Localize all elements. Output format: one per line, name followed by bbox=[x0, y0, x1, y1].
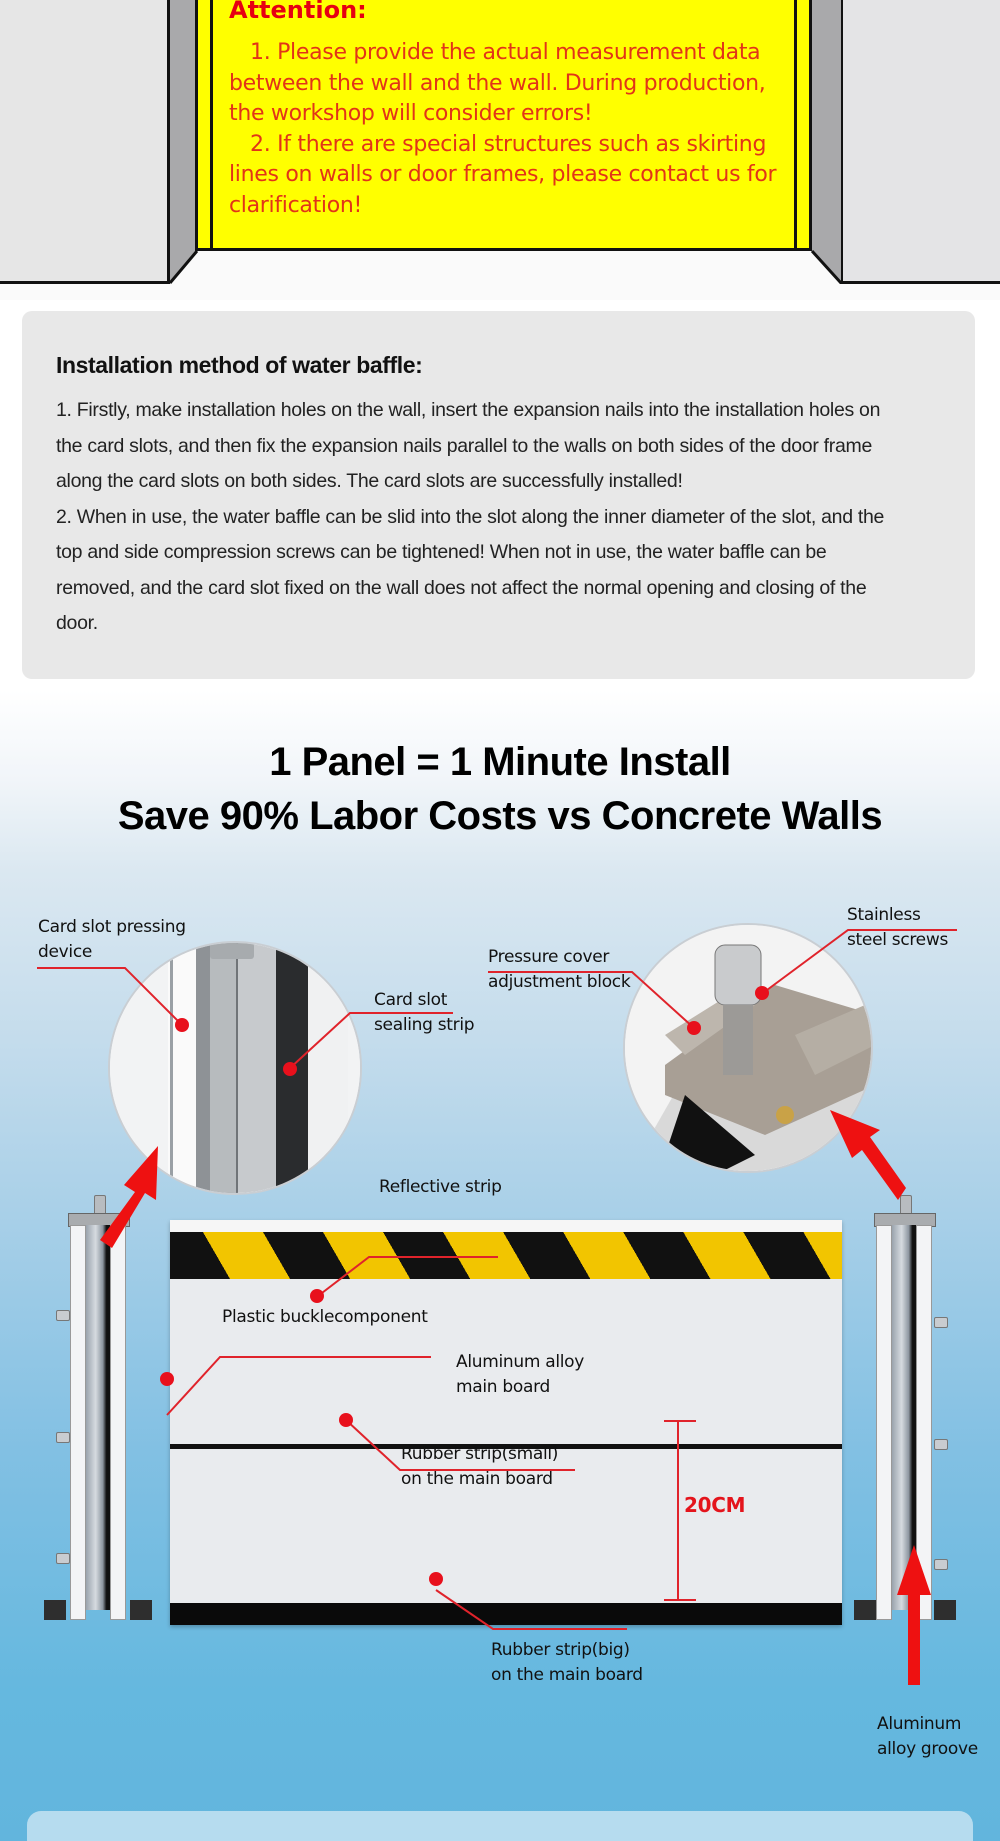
callout-dot bbox=[755, 986, 769, 1000]
reflective-strip bbox=[170, 1232, 842, 1279]
headline-install-time: 1 Panel = 1 Minute Install bbox=[269, 740, 731, 784]
attention-line: 1. Please provide the actual measurement data bbox=[250, 40, 761, 65]
mounting-foot bbox=[44, 1600, 66, 1620]
next-section-card bbox=[27, 1811, 973, 1841]
installation-line: door. bbox=[56, 612, 98, 634]
attention-illustration bbox=[0, 0, 1000, 300]
card-slot-detail-photo bbox=[108, 941, 362, 1195]
left-aluminum-groove bbox=[70, 1195, 128, 1625]
right-wall-side bbox=[810, 0, 844, 290]
installation-title: Installation method of water baffle: bbox=[56, 352, 423, 378]
callout-dot bbox=[310, 1289, 324, 1303]
label-aluminum-groove: Aluminum alloy groove bbox=[877, 1714, 978, 1759]
installation-line: 1. Firstly, make installation holes on the wall, insert the expansion nails into the installation holes on bbox=[56, 399, 881, 421]
label-rubber-strip-big: Rubber strip(big) on the main board bbox=[491, 1640, 643, 1685]
label-plastic-buckle: Plastic bucklecomponent bbox=[222, 1307, 428, 1327]
callout-dot bbox=[160, 1372, 174, 1386]
callout-dot bbox=[687, 1021, 701, 1035]
product-diagram-section bbox=[0, 690, 1000, 1841]
height-20cm-marker: 20CM bbox=[684, 1493, 746, 1517]
label-card-slot-sealing: Card slot sealing strip bbox=[374, 990, 475, 1035]
right-aluminum-groove bbox=[876, 1195, 934, 1625]
callout-dot bbox=[429, 1572, 443, 1586]
mounting-foot bbox=[934, 1600, 956, 1620]
label-pressure-cover: Pressure cover adjustment block bbox=[488, 947, 631, 992]
callout-dot bbox=[175, 1018, 189, 1032]
mounting-foot bbox=[130, 1600, 152, 1620]
attention-line: between the wall and the wall. During production, bbox=[229, 70, 766, 96]
installation-body bbox=[56, 393, 941, 642]
right-wall bbox=[840, 0, 1000, 284]
bolt-icon bbox=[94, 1195, 106, 1215]
callout-dot bbox=[339, 1413, 353, 1427]
left-wall bbox=[0, 0, 170, 284]
mounting-foot bbox=[854, 1600, 876, 1620]
installation-line: removed, and the card slot fixed on the wall does not affect the normal opening and closing of the bbox=[56, 576, 867, 599]
bolt-icon bbox=[900, 1195, 912, 1215]
headline-labor-savings: Save 90% Labor Costs vs Concrete Walls bbox=[117, 794, 883, 838]
pressure-cover-clamp-icon bbox=[625, 925, 873, 1173]
water-baffle-panel bbox=[170, 1220, 842, 1625]
attention-text bbox=[229, 38, 794, 221]
screw-knob-icon bbox=[934, 1439, 948, 1450]
rubber-strip-big bbox=[170, 1603, 842, 1625]
screw-knob-icon bbox=[56, 1553, 70, 1564]
label-rubber-strip-small: Rubber strip(small) on the main board bbox=[401, 1444, 559, 1489]
attention-line: clarification! bbox=[229, 192, 363, 218]
screw-knob-icon bbox=[934, 1559, 948, 1570]
label-reflective-strip: Reflective strip bbox=[379, 1177, 502, 1197]
screw-knob-icon bbox=[934, 1317, 948, 1328]
pressure-cover-detail-photo bbox=[623, 923, 873, 1173]
installation-line: top and side compression screws can be tightened! When not in use, the water baffle can be bbox=[56, 541, 827, 563]
label-aluminum-main-board: Aluminum alloy main board bbox=[456, 1352, 585, 1397]
attention-line: 2. If there are special structures such as skirting bbox=[250, 131, 767, 157]
attention-title: Attention: bbox=[229, 0, 367, 24]
attention-line: the workshop will consider errors! bbox=[229, 101, 593, 126]
screw-knob-icon bbox=[56, 1310, 70, 1321]
installation-line: along the card slots on both sides. The card slots are successfully installed! bbox=[56, 470, 683, 492]
label-stainless-screws: Stainless steel screws bbox=[847, 905, 949, 950]
screw-knob-icon bbox=[56, 1432, 70, 1443]
installation-line: the card slots, and then fix the expansion nails parallel to the walls on both sides of the door frame bbox=[56, 434, 872, 457]
label-card-slot-pressing: Card slot pressing device bbox=[38, 917, 186, 962]
attention-line: lines on walls or door frames, please contact us for bbox=[229, 162, 777, 187]
callout-dot bbox=[283, 1062, 297, 1076]
panel-top-edge bbox=[170, 1220, 842, 1232]
installation-line: 2. When in use, the water baffle can be slid into the slot along the inner diameter of the slot, and the bbox=[56, 505, 885, 528]
card-slot-rail-icon bbox=[110, 943, 362, 1195]
installation-card bbox=[22, 311, 975, 679]
